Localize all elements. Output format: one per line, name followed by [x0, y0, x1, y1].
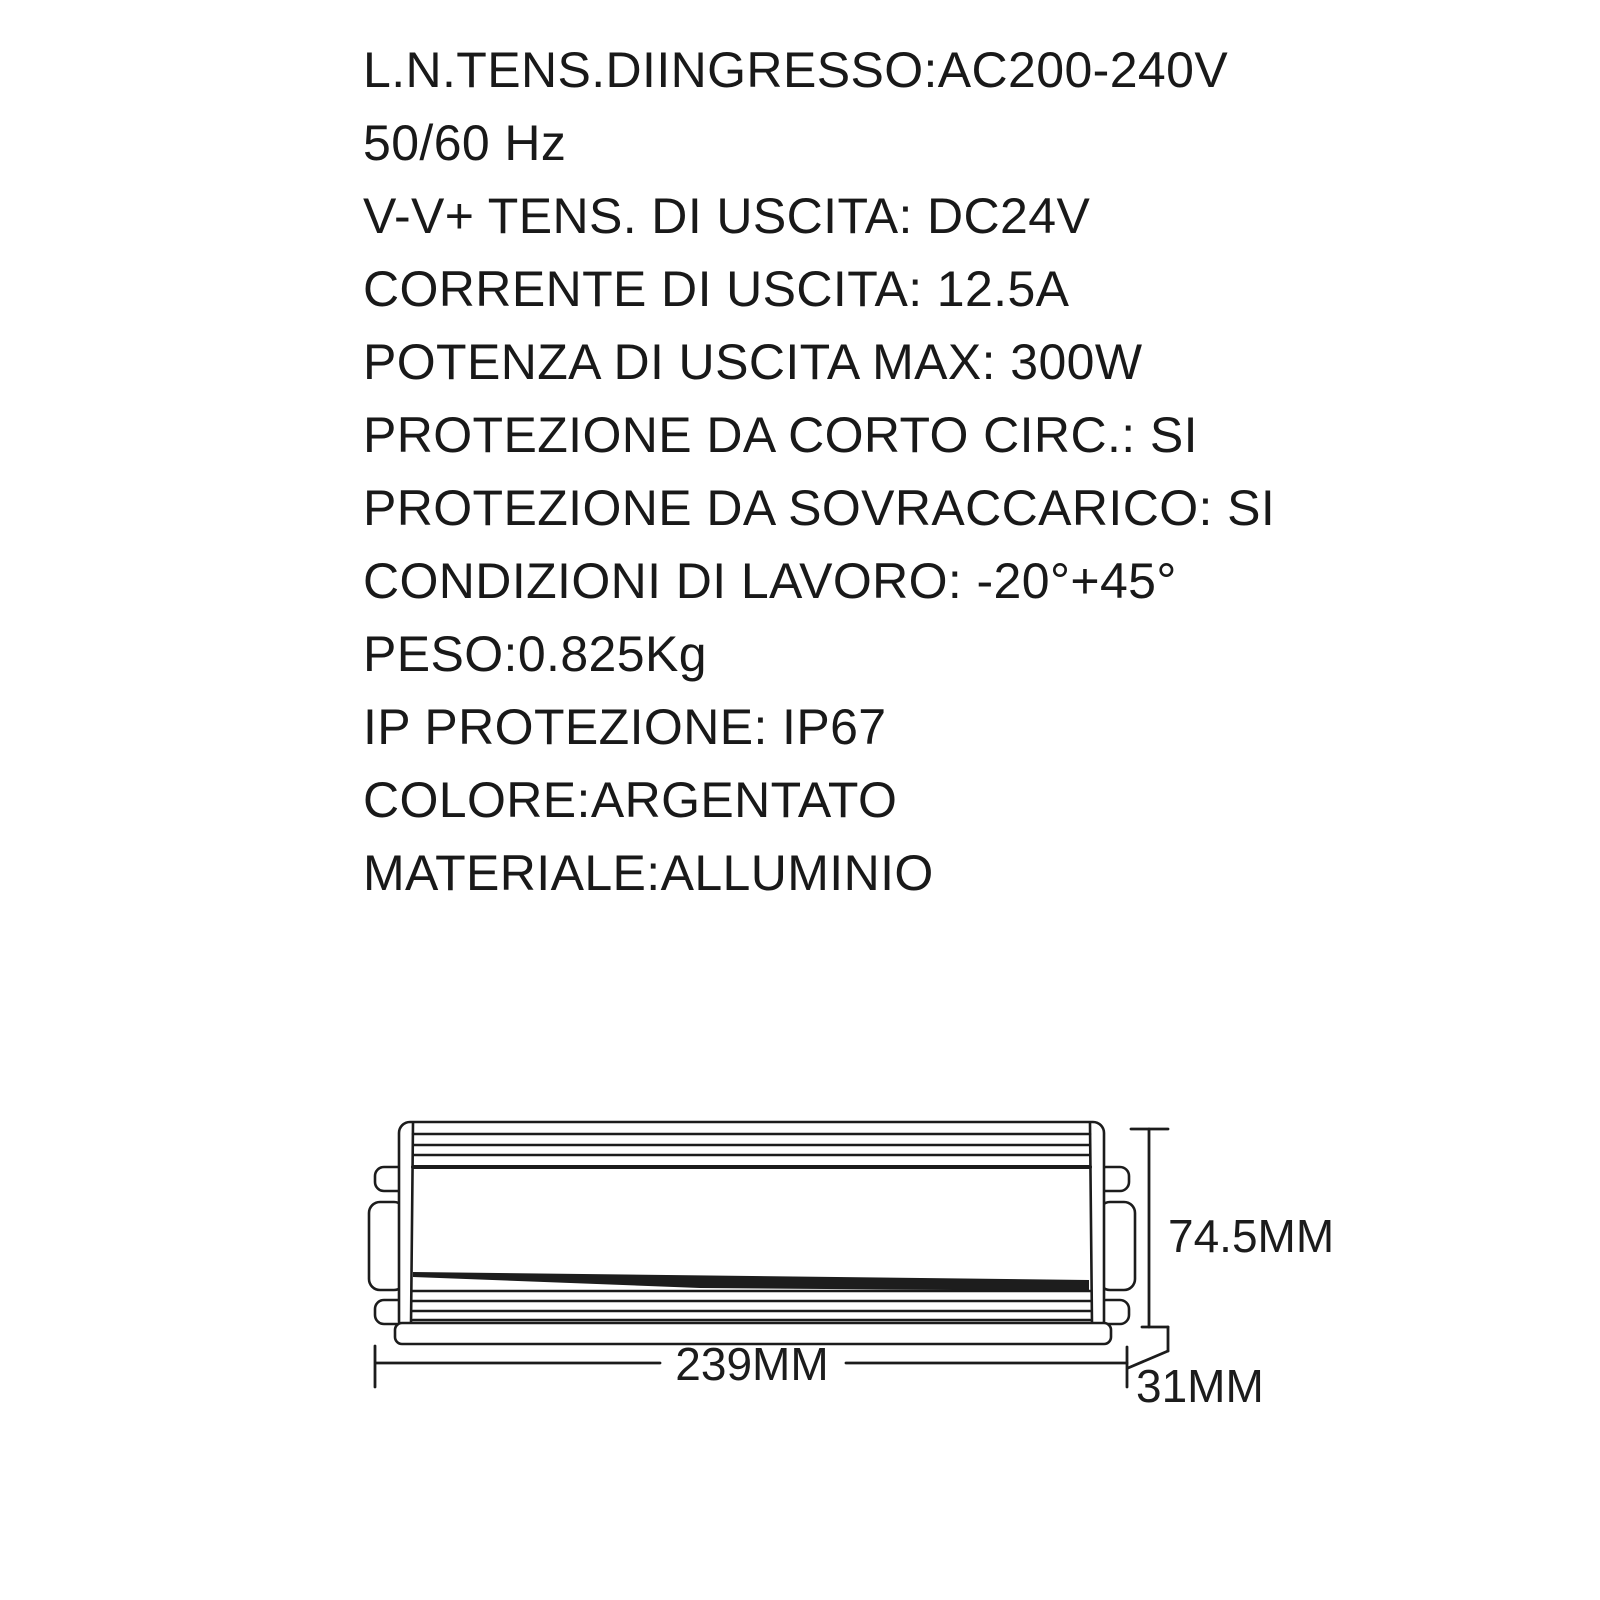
spec-line-material: MATERIALE:ALLUMINIO — [363, 845, 934, 901]
depth-dimension-label: 31MM — [1136, 1360, 1264, 1412]
spec-line-overload-protection: PROTEZIONE DA SOVRACCARICO: SI — [363, 480, 1276, 536]
spec-line-weight: PESO:0.825Kg — [363, 626, 707, 682]
spec-line-output-voltage: V-V+ TENS. DI USCITA: DC24V — [363, 188, 1091, 244]
height-dimension-line — [1131, 1129, 1168, 1327]
spec-line-ip-rating: IP PROTEZIONE: IP67 — [363, 699, 887, 755]
spec-line-input-voltage: L.N.TENS.DIINGRESSO:AC200-240V — [363, 42, 1229, 98]
spec-list — [363, 34, 1275, 910]
spec-line-short-circuit-protection: PROTEZIONE DA CORTO CIRC.: SI — [363, 407, 1198, 463]
spec-line-output-current: CORRENTE DI USCITA: 12.5A — [363, 261, 1070, 317]
spec-line-color: COLORE:ARGENTATO — [363, 772, 898, 828]
length-dimension-label: 239MM — [675, 1338, 829, 1390]
spec-line-frequency: 50/60 Hz — [363, 115, 567, 171]
spec-line-working-conditions: CONDIZIONI DI LAVORO: -20°+45° — [363, 553, 1177, 609]
dimension-drawing — [340, 1080, 1360, 1420]
height-dimension-label: 74.5MM — [1168, 1210, 1335, 1262]
spec-line-max-output-power: POTENZA DI USCITA MAX: 300W — [363, 334, 1143, 390]
